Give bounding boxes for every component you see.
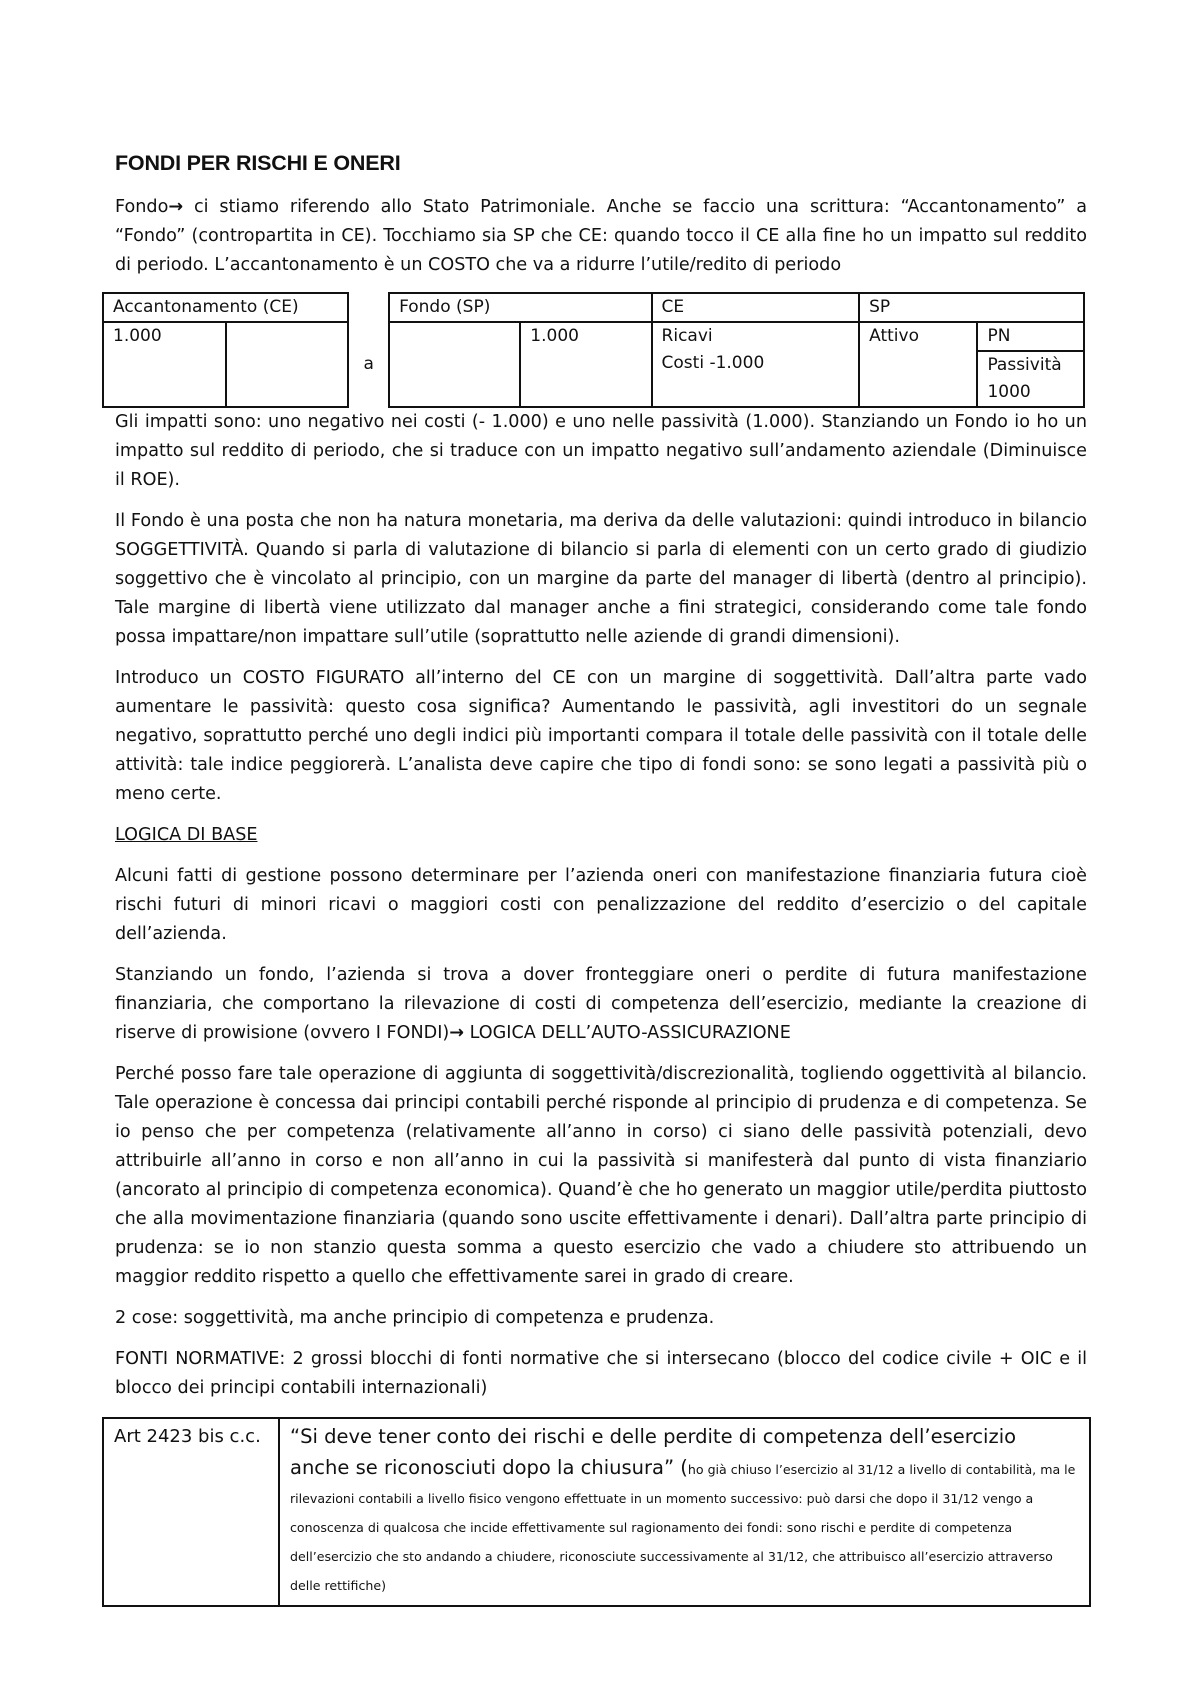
page-title: FONDI PER RISCHI E ONERI [115, 151, 401, 175]
fondo-avere: 1.000 [520, 322, 651, 407]
sp-pn: PN [978, 323, 1083, 352]
paragraph-fatti: Alcuni fatti di gestione possono determinare per l’azienda oneri con manifestazione finanziaria futura cioè rischi futuri di minori ricavi o maggiori costi con penalizzazione del reddito d’esercizio o del capitale dell’azienda. [115, 866, 1087, 944]
intro-lead: Fondo [115, 197, 169, 217]
paragraph-costo-figurato: Introduco un COSTO FIGURATO all’interno del CE con un margine di soggettività. Dall’altra parte vado aumentare le passività: questo cosa significa? Aumentando le passività, agli investitori do un segnale negativo, soprattutto perché uno degli indici più importanti compara il totale delle passività con il totale delle attività: tale indice peggiorerà. L’analista deve capire che tipo di fondi sono: se sono legati a passività più o meno certe. [115, 668, 1087, 804]
paragraph-soggettivita: Il Fondo è una posta che non ha natura monetaria, ma deriva da delle valutazioni: quindi introduco in bilancio SOGGETTIVITÀ. Quando si parla di valutazione di bilancio si parla di elementi con un certo grado di giudizio soggettivo che è vincolato al principio, con un margine da parte del manager di libertà (dentro al principio). Tale margine di libertà viene utilizzato dal manager anche a fini strategici, considerando come tale fondo possa impattare/non impattare sull’utile (soprattutto nelle aziende di grandi dimensioni). [115, 511, 1087, 647]
fondo-header: Fondo (SP) [389, 293, 651, 322]
paragraph-stanziando [115, 961, 1087, 1048]
norm-quote: “Si deve tener conto dei rischi e delle perdite di competenza dell’esercizio anche se riconosciuti dopo la chiusura” ( [290, 1425, 1017, 1479]
stanziando-text: Stanziando un fondo, l’azienda si trova a dover fronteggiare oneri o perdite di futura manifestazione finanziaria, che comportano la rilevazione di costi di competenza dell’esercizio, mediante la creazione di riserve di prowisione (ovvero I FONDI) [115, 965, 1087, 1043]
intro-text: ci stiamo riferendo allo Stato Patrimoniale. Anche se faccio una scrittura: “Accantonamento” a “Fondo” (contropartita in CE). Tocchiamo sia SP che CE: quando tocco il CE alla fine ho un impatto sul reddito di periodo. L’accantonamento è un COSTO che va a ridurre l’utile/redito di periodo [115, 197, 1087, 275]
ce-ricavi: Ricavi [661, 326, 713, 346]
accantonamento-dare: 1.000 [103, 322, 226, 407]
sp-attivo: Attivo [859, 322, 977, 407]
sp-passivo-cell [977, 322, 1084, 407]
ce-header: CE [652, 293, 860, 322]
ce-cell [652, 322, 860, 407]
accantonamento-header: Accantonamento (CE) [103, 293, 348, 322]
section-heading-logica: LOGICA DI BASE [115, 825, 258, 845]
intro-paragraph [115, 193, 1087, 280]
paragraph-fonti: FONTI NORMATIVE: 2 grossi blocchi di fonti normative che si intersecano (blocco del codice civile + OIC e il blocco dei principi contabili internazionali) [115, 1349, 1087, 1398]
document-content [115, 148, 1087, 1607]
stanziando-tail: LOGICA DELL’AUTO-ASSICURAZIONE [464, 1023, 791, 1043]
accounting-entry-table [102, 292, 1085, 408]
sp-header: SP [859, 293, 1084, 322]
fondo-dare [389, 322, 520, 407]
sp-passivita [978, 352, 1083, 406]
norm-table [102, 1417, 1091, 1607]
norm-text-cell [279, 1418, 1090, 1606]
passivita-label: Passività [987, 355, 1062, 375]
right-arrow-icon: → [168, 197, 184, 217]
paragraph-perche: Perché posso fare tale operazione di aggiunta di soggettività/discrezionalità, togliendo oggettività al bilancio. Tale operazione è concessa dai principi contabili perché risponde al principio di prudenza e di competenza. Se io penso che per competenza (relativamente all’anno in corso) ci siano delle passività potenziali, devo attribuirle all’anno in corso e non all’anno in cui la passività si manifesterà dal punto di vista finanziario (ancorato al principio di competenza economica). Quand’è che ho generato un maggior utile/perdita piuttosto che alla movimentazione finanziaria (quando sono uscite effettivamente i denari). Dall’altra parte principio di prudenza: se io non stanzio questa somma a questo esercizio che vado a chiudere sto attribuendo un maggior reddito rispetto a quello che effettivamente sarei in grado di creare. [115, 1064, 1087, 1287]
norm-note: ho già chiuso l’esercizio al 31/12 a livello di contabilità, ma le rilevazioni contabili a livello fisico vengono effettuate in un momento successivo: può darsi che dopo il 31/12 vengo a conoscenza di qualcosa che incide effettivamente sul ragionamento dei fondi: sono rischi e perdite di competenza dell’esercizio che sto andando a chiudere, riconosciute successivamente al 31/12, che attribuisco all’esercizio attraverso delle rettifiche) [290, 1462, 1076, 1593]
accantonamento-avere [226, 322, 349, 407]
right-arrow-icon: → [449, 1023, 465, 1043]
paragraph-impatti: Gli impatti sono: uno negativo nei costi (- 1.000) e uno nelle passività (1.000). Stanziando un Fondo io ho un impatto sul reddito di periodo, che si traduce con un impatto negativo sull’andamento aziendale (Diminuisce il ROE). [115, 412, 1087, 490]
paragraph-due-cose: 2 cose: soggettività, ma anche principio di competenza e prudenza. [115, 1308, 715, 1328]
ce-costi: Costi -1.000 [661, 353, 765, 373]
table-spacer [348, 293, 389, 322]
connector-a: a [348, 322, 389, 407]
passivita-value: 1000 [987, 382, 1031, 402]
norm-article: Art 2423 bis c.c. [103, 1418, 279, 1606]
